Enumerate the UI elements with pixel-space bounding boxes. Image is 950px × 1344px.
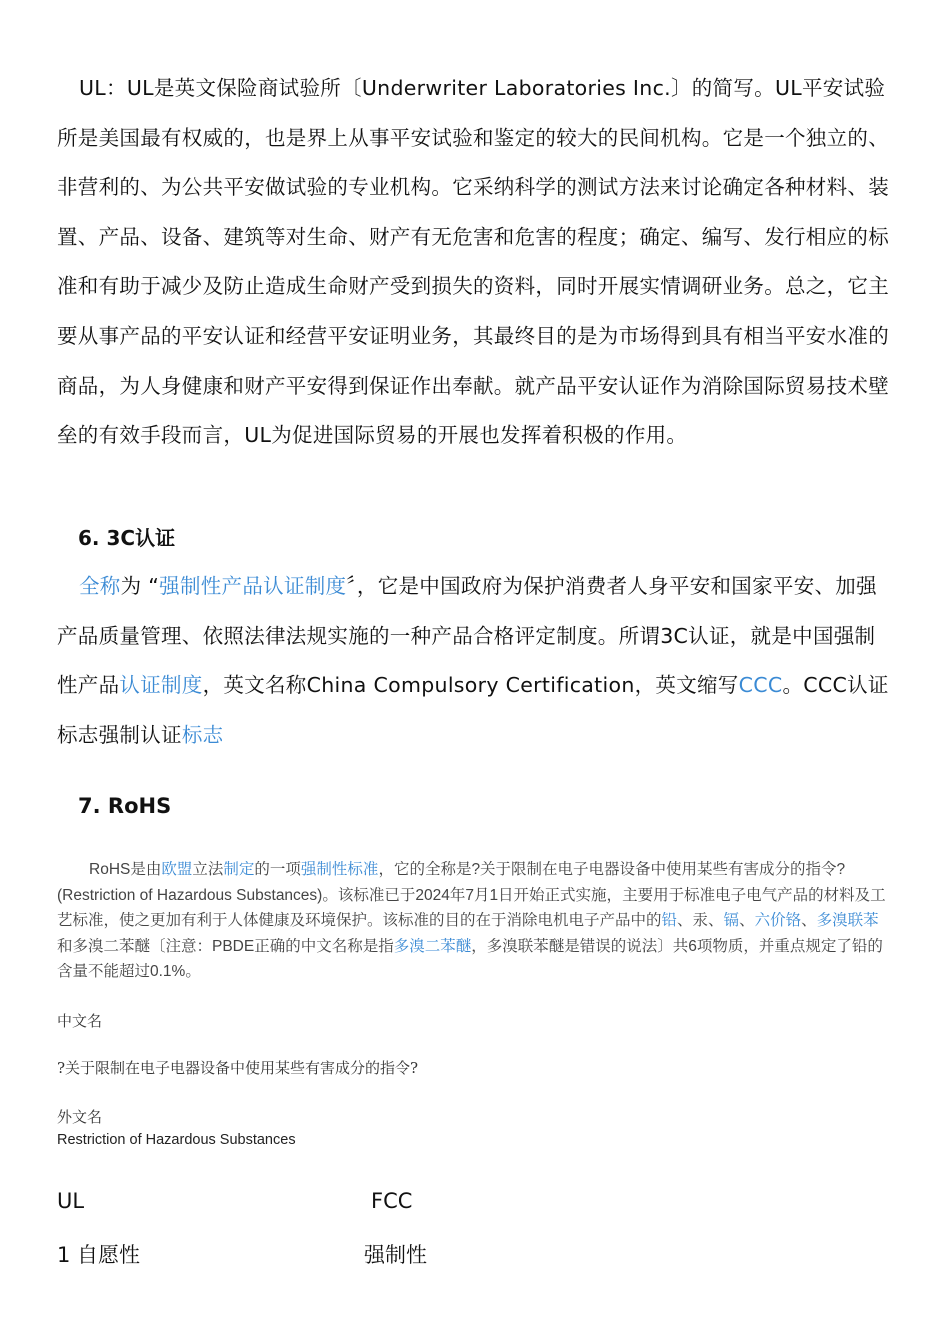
cn-name-value: ?关于限制在电子电器设备中使用某些有害成分的指令?: [57, 1059, 419, 1077]
link-compulsory-certification-system[interactable]: 强制性产品认证制度: [159, 574, 347, 598]
en-name-label: 外文名: [57, 1108, 103, 1126]
section-heading-3c: 6. 3C认证: [78, 526, 176, 550]
link-full-name[interactable]: 全称: [79, 574, 121, 598]
rohs-text-2: 立法: [192, 861, 224, 878]
ccc-text-3: ，英文名称China Compulsory Certification，英文缩写: [202, 673, 739, 698]
ccc-text-4: 。CCC认证标志强制认证: [57, 673, 889, 747]
rohs-text-7: 、: [801, 912, 817, 929]
table-cell-voluntary: 1 自愿性: [57, 1243, 141, 1267]
rohs-text-8: 和多溴二苯醚〔注意：PBDE正确的中文名称是指: [57, 937, 394, 955]
rohs-text-5: 、汞、: [677, 912, 724, 929]
rohs-text-9: ，多溴联苯醚是错误的说法〕共6项物质，并重点规定了铅的含量不能超过0.1%。: [57, 937, 883, 980]
table-header-fcc: FCC: [371, 1189, 413, 1213]
ccc-text-2: 〞，它是中国政府为保护消费者人身平安和国家平安、加强产品质量管理、依照法律法规实施的一种产品合格评定制度。所谓3C认证，就是中国强制性产品: [57, 574, 877, 698]
link-hexavalent-chromium[interactable]: 六价铬: [754, 912, 802, 929]
ccc-text-1: 为 “: [120, 574, 160, 598]
cn-name-label: 中文名: [57, 1012, 103, 1030]
rohs-text-6: 、: [739, 912, 755, 929]
link-lead[interactable]: 铅: [661, 912, 678, 929]
link-formulate[interactable]: 制定: [223, 861, 255, 878]
link-mandatory-standard[interactable]: 强制性标准: [300, 861, 379, 878]
ccc-paragraph: [57, 562, 893, 760]
rohs-paragraph: [57, 857, 893, 985]
ul-paragraph: [57, 64, 893, 461]
rohs-text-3: 的一项: [254, 861, 301, 878]
table-cell-mandatory: 强制性: [364, 1243, 427, 1267]
link-eu[interactable]: 欧盟: [161, 861, 193, 878]
ul-paragraph-text: UL：UL是英文保险商试验所〔Underwriter Laboratories Inc.〕的简写。UL平安试验所是美国最有权威的，也是界上从事平安试验和鉴定的较大的民间机构。它是一个独立的、非营利的、为公共平安做试验的专业机构。它采纳科学的测试方法来讨论确定各种材料、装置、产品、设备、建筑等对生命、财产有无危害和危害的程度；确定、编写、发行相应的标准和有助于减少及防止造成生命财产受到损失的资料，同时开展实情调研业务。总之，它主要从事产品的平安认证和经营平安证明业务，其最终目的是为市场得到具有相当平安水准的商品，为人身健康和财产平安得到保证作出奉献。就产品平安认证作为消除国际贸易技术壁垒的有效手段而言，UL为促进国际贸易的开展也发挥着积极的作用。: [57, 76, 889, 448]
en-name-value: Restriction of Hazardous Substances: [57, 1132, 296, 1148]
rohs-text-1: RoHS是由: [89, 861, 162, 878]
link-cadmium[interactable]: 镉: [723, 912, 740, 929]
link-pbb[interactable]: 多溴联苯: [816, 912, 879, 929]
link-pbde[interactable]: 多溴二苯醚: [393, 937, 472, 955]
rohs-text-4: ，它的全称是?关于限制在电子电器设备中使用某些有害成分的指令?(Restriction of Hazardous Substances)。该标准已于2024年7月1日开始正式实施，主要用于标准电子电气产品的材料及工艺标准，使之更加有利于人体健康及环境保护。该标准的目的在于消除电机电子产品中的: [57, 861, 886, 929]
link-ccc[interactable]: CCC: [738, 673, 783, 698]
section-heading-rohs: 7. RoHS: [78, 794, 172, 818]
link-mark[interactable]: 标志: [181, 722, 224, 747]
table-header-ul: UL: [57, 1189, 85, 1213]
link-certification-system[interactable]: 认证制度: [119, 673, 203, 698]
